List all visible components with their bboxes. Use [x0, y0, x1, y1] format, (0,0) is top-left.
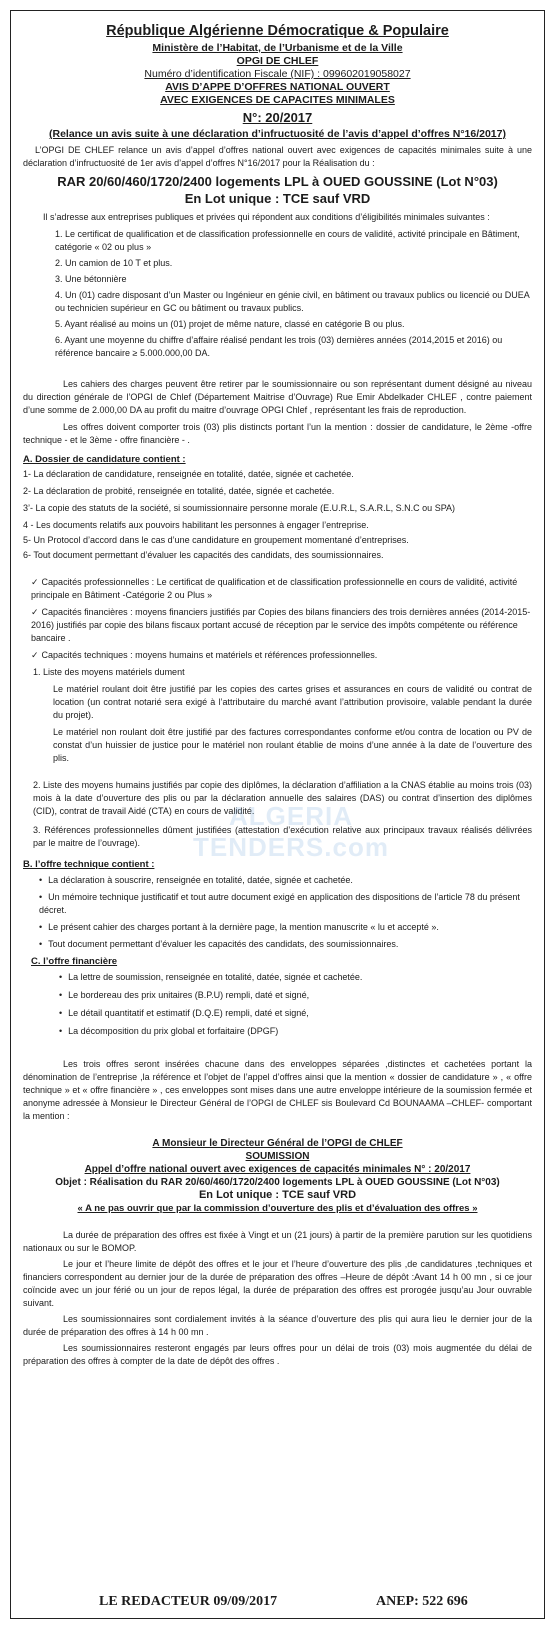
nif-line: Numéro d’identification Fiscale (NIF) : 099602019058027 — [144, 68, 411, 80]
avis-number: N°: 20/2017 — [242, 110, 313, 125]
dossier-item: 2- La déclaration de probité, renseignée en totalité, datée, signée et cachetée. — [23, 486, 335, 496]
capacites-list — [23, 576, 532, 662]
condition-item: 6. Ayant une moyenne du chiffre d’affaire réalisé pendant les trois (03) dernières années (2014,2015 et 2016) ou référence bancaire ≥ 5.000.000,00 DA. — [55, 335, 503, 358]
footer-redacteur: LE REDACTEUR 09/09/2017 — [99, 1594, 278, 1609]
dossier-item: 6- Tout document permettant d’évaluer les capacités des candidats, des soumissionnaires. — [23, 550, 384, 560]
dossier-item: 4 - Les documents relatifs aux pouvoirs habilitant les personnes à engager l’entreprise. — [23, 520, 369, 530]
envelope-paragraph: Les trois offres seront insérées chacune dans des enveloppes séparées ,distinctes et cachetées portant la dénomination de l’entreprise ,la référence et l’objet de l’appel d’offres ainsi que la mention « dossier de candidature » , « offre technique » et « offre financière » , ces enveloppes sont mises dans une autre enveloppe intérieure de la soumission fermée et anonyme adressée à Monsieur le Directeur Général de l’OPGI de CHLEF sis Boulevard Cd BOUNAAMA –CHLEF- comportant la mention : — [23, 1059, 532, 1121]
closing-delai: Les soumissionnaires resteront engagés par leurs offres pour un délai de trois (03) mois augmentée du délai de préparation des offres à compter de la date de dépôt des offres . — [23, 1343, 532, 1366]
section-a-title: A. Dossier de candidature contient : — [23, 454, 186, 465]
moyens-humains: 2. Liste des moyens humains justifiés par copie des diplômes, la déclaration d’affiliation a la CNAS établie au moins trois (03) mois à la date d’ouverture des plis ou par la déclaration annuelle des salaires (DAS) ou contrat d’insertion des diplômes (CID), contrat de travail Aidé (CTA) en cours de validité. — [33, 780, 532, 816]
mention-addressee: A Monsieur le Directeur Général de l’OPGI de CHLEF — [152, 1138, 403, 1149]
section-c-list — [23, 971, 532, 1038]
financiere-item: • La décomposition du prix global et forfaitaire (DPGF) — [59, 1025, 532, 1038]
org-name: OPGI DE CHLEF — [236, 55, 319, 67]
envelope-mention — [23, 1137, 532, 1215]
section-a-list — [23, 468, 532, 562]
condition-item: 4. Un (01) cadre disposant d’un Master ou Ingénieur en génie civil, en bâtiment ou travaux publics ou licencié ou DUEA ou technicien supérieur en GC ou bâtiment ou travaux publics. — [55, 290, 530, 313]
technique-item: • Le présent cahier des charges portant à la dernière page, la mention manuscrite « lu et accepté ». — [39, 921, 532, 934]
mention-warning: « A ne pas ouvrir que par la commission d’ouverture des plis et d’évaluation des offres » — [77, 1203, 478, 1214]
intro-paragraph: L’OPGI DE CHLEF relance un avis d’appel d’offres national ouvert avec exigences de capacités minimales suite à une déclaration d’infructuosité de 1er avis d’appel d’offres N°16/2017 pour la Réalisation du : — [23, 145, 532, 168]
eligibility-intro: Il s’adresse aux entreprises publiques et privées qui répondent aux conditions d’éligibilités minimales suivantes : — [43, 212, 490, 222]
avis-title-2: AVEC EXIGENCES DE CAPACITES MINIMALES — [160, 94, 395, 106]
mention-appel: Appel d’offre national ouvert avec exigences de capacités minimales N° : 20/2017 — [84, 1164, 471, 1175]
references-pro: 3. Références professionnelles dûment justifiées (attestation d’exécution relative aux principaux travaux réalisés délivrées par le maitre de l’ouvrage). — [33, 825, 532, 848]
ministry-line: Ministère de l’Habitat, de l’Urbanisme et de la Ville — [152, 42, 403, 54]
condition-item: 3. Une bétonnière — [55, 274, 127, 284]
condition-item: 2. Un camion de 10 T et plus. — [55, 258, 173, 268]
section-c-title: C. l’offre financière — [31, 956, 118, 967]
watermark-logo: ALGERIA TENDERS.com — [193, 801, 389, 862]
footer-anep: ANEP: 522 696 — [376, 1594, 468, 1609]
capacite-item: ✓ Capacités techniques : moyens humains et matériels et références professionnelles. — [31, 649, 532, 662]
dossier-item: 5- Un Protocol d’accord dans le cas d’une candidature en groupement momentané d’entreprises. — [23, 535, 409, 545]
condition-item: 5. Ayant réalisé au moins un (01) projet de même nature, classé en catégorie B ou plus. — [55, 319, 405, 329]
materiel-non-roulant: Le matériel non roulant doit être justifié par des factures correspondantes conforme et/ou contra de location ou PV de constat d’un huissier de justice pour le matériel non roulant établie de moins d’une année à la date de l’ouverture des plis. — [53, 727, 532, 763]
condition-item: 1. Le certificat de qualification et de classification professionnelle en cours de validité, activité principale en Bâtiment, catégorie « 02 ou plus » — [55, 229, 520, 252]
financiere-item: • Le détail quantitatif et estimatif (D.Q.E) rempli, daté et signé, — [59, 1007, 532, 1020]
technique-item: • Tout document permettant d’évaluer les capacités des candidats, des soumissionnaires. — [39, 938, 532, 951]
materiel-list-title: 1. Liste des moyens matériels dument — [33, 667, 185, 677]
financiere-item: • La lettre de soumission, renseignée en totalité, datée, signée et cachetée. — [59, 971, 532, 984]
mention-lot: En Lot unique : TCE sauf VRD — [198, 1189, 357, 1201]
republic-title: République Algérienne Démocratique & Populaire — [106, 23, 449, 39]
closing-seance: Les soumissionnaires sont cordialement invités à la séance d’ouverture des plis qui aura lieu le dernier jour de la durée de préparation des offres à 14 h 00 mn . — [23, 1314, 532, 1337]
avis-title-1: AVIS D’APPE D’OFFRES NATIONAL OUVERT — [165, 81, 390, 93]
closing-duree: La durée de préparation des offres est fixée à Vingt et un (21 jours) à partir de la première parution sur les quotidiens nationaux ou sur le BOMOP. — [23, 1230, 532, 1253]
financiere-item: • Le bordereau des prix unitaires (B.P.U) rempli, daté et signé, — [59, 989, 532, 1002]
mention-soumission: SOUMISSION — [245, 1151, 310, 1162]
section-b-list — [23, 874, 532, 951]
notice-page — [10, 10, 545, 1619]
materiel-roulant: Le matériel roulant doit être justifié par les copies des cartes grises et assurances en cours de validité ou contrat de location (un contrat notarié sera exigé à l’attributaire du marché avant l’attribution provisoire, valable pendant la durée du projet). — [53, 684, 532, 720]
capacite-item: ✓ Capacités financières : moyens financiers justifiés par Copies des bilans financiers des trois dernières années (2014-2015-2016) justifiés par copie des bilans fiscaux portant accusé de réception par le service des impôts compétente ou référence bancaire . — [31, 606, 532, 645]
technique-item: • La déclaration à souscrire, renseignée en totalité, datée, signée et cachetée. — [39, 874, 532, 887]
section-b-title: B. l’offre technique contient : — [23, 859, 155, 870]
offres-paragraph: Les offres doivent comporter trois (03) plis distincts portant l’un la mention : dossier de candidature, le 2ème -offre technique - et le 3ème - offre financière - . — [23, 422, 532, 445]
technique-item: • Un mémoire technique justificatif et tout autre document exigé en application des dispositions de l’article 78 du présent décret. — [39, 891, 532, 917]
lot-title: En Lot unique : TCE sauf VRD — [184, 191, 371, 206]
capacite-item: ✓ Capacités professionnelles : Le certificat de qualification et de classification professionnelle en cours de validité, activité principale en Bâtiment -Catégorie 2 ou Plus » — [31, 576, 532, 602]
relance-line: (Relance un avis suite à une déclaration d’infructuosité de l’avis d’appel d’offres N°16/2017) — [48, 128, 506, 140]
dossier-item: 1- La déclaration de candidature, renseignée en totalité, datée, signée et cachetée. — [23, 469, 354, 479]
closing-depot: Le jour et l’heure limite de dépôt des offres et le jour et l’heure d’ouverture des plis ,de candidatures ,techniques et financiers correspondent au dernier jour de la durée de préparation des offres –Heure de dépôt :Avant 14 h 00 mn , si ce jour coïncide avec un jour férié ou un jour de repos légal, la durée de préparation des offres est prorogée jusqu’au Jour ouvrable suivant. — [23, 1259, 532, 1308]
dossier-item: 3’- La copie des statuts de la société, si soumissionnaire personne morale (E.U.R.L, S.A.R.L, S.N.C ou SPA) — [23, 503, 456, 513]
project-title: RAR 20/60/460/1720/2400 logements LPL à OUED GOUSSINE (Lot N°03) — [57, 174, 498, 189]
conditions-list — [23, 228, 532, 360]
cahiers-paragraph: Les cahiers des charges peuvent être retirer par le soumissionnaire ou son représentant dument désigné au niveau du direction générale de l’OPGI de Chlef (Département Maitrise d’Ouvrage) Rue Emir Abdelkader CHLEF , contre paiement d’une somme de 2.000,00 DA au profit du maitre d’ouvrage OPGI Chlef , représentant les frais de reproduction. — [23, 379, 532, 415]
mention-objet: Objet : Réalisation du RAR 20/60/460/1720/2400 logements LPL à OUED GOUSSINE (Lot N°03) — [55, 1177, 500, 1188]
